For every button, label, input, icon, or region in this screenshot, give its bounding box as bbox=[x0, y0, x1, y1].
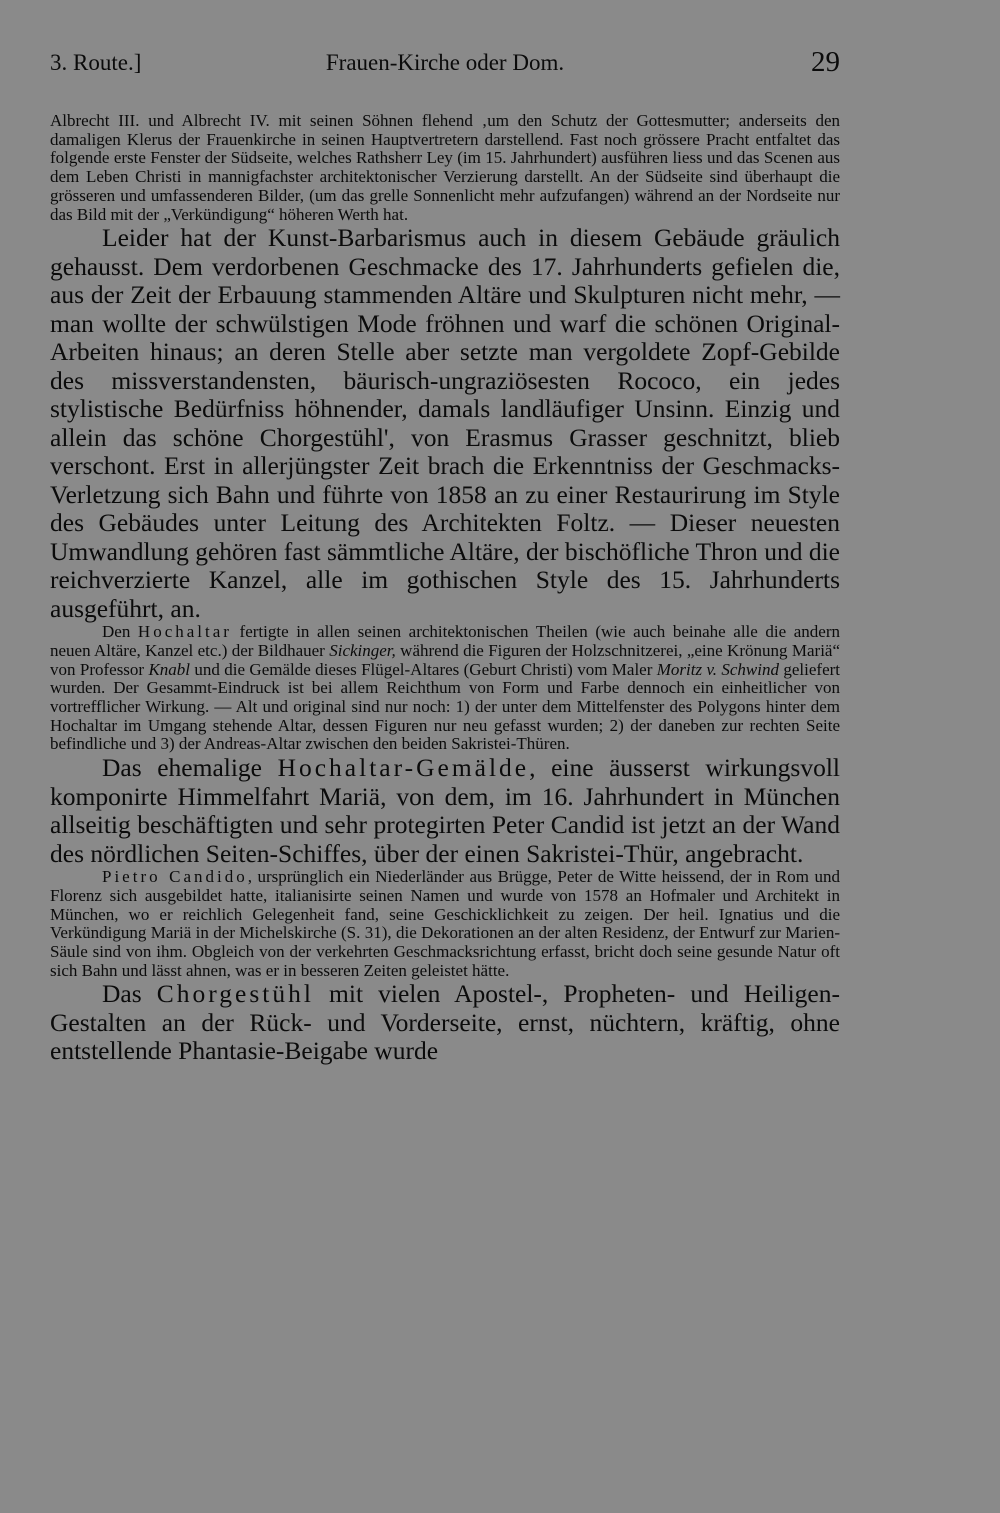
name-schwind: Moritz v. Schwind bbox=[656, 659, 779, 679]
term-hochaltar: Hochaltar bbox=[137, 622, 232, 642]
name-knabl: Knabl bbox=[148, 659, 191, 679]
page-number: 29 bbox=[811, 46, 840, 78]
paragraph-hochaltar: Den Hochaltar fertigte in allen seinen architektonischen Theilen (wie auch beinahe alle die andern neuen Altäre, Kanzel etc.) der Bildhauer Sickinger, während die Figuren der Holzschnitzerei, „eine Krönung Mariä“ von Professor Knabl und die Gemälde dieses Flügel-Altares (Geburt Christi) vom Maler Moritz v. Schwind geliefert wurden. Der Gesammt-Eindruck ist bei allem Reichthum von Form und Farbe dennoch ein einheitlicher von vortrefflicher Wirkung. — Alt und original sind nur noch: 1) der unter dem Mittelfenster des Polygons hinter dem Hochaltar im Umgang stehende Altar, dessen Figuren nur neu gefasst wurden; 2) der daneben zur rechten Seite befindliche und 3) der Andreas-Altar zwischen den beiden Sakristei-Thüren. bbox=[50, 622, 841, 754]
paragraph-windows: Albrecht III. und Albrecht IV. mit seinen Söhnen flehend ‚um den Schutz der Gottesmutter; anderseits den damaligen Klerus der Frauenkirche in seinen Hauptvertretern darstellend. Fast noch grössere Pracht entfaltet das folgende erste Fenster der Südseite, welches Rathsherr Ley (im 15. Jahrhundert) ausführen liess und das Scenen aus dem Leben Christi in mannigfachster architektonischer Verzierung darstellt. An der Südseite sind überhaupt die grösseren und umfassenderen Bilder, (um das grelle Sonnenlicht mehr aufzufangen) während an der Nordseite nur das Bild mit der „Verkündigung“ höheren Werth hat. bbox=[50, 111, 840, 224]
route-label: 3. Route.] bbox=[50, 50, 142, 75]
running-header bbox=[50, 46, 840, 90]
paragraph-chorgestuehl: Das Chorgestühl mit vielen Apostel-, Propheten- und Heiligen-Gestalten an der Rück- und Vorderseite, ernst, nüchtern, kräftig, ohne entstellende Phantasie-Beigabe wurde bbox=[50, 979, 840, 1066]
running-title: Frauen-Kirche oder Dom. bbox=[325, 50, 565, 75]
paragraph-pietro-candido: Pietro Candido, ursprünglich ein Niederländer aus Brügge, Peter de Witte heissend, der in Rom und Florenz sich ausgebildet hatte, italianisirte seinen Namen und wurde von 1578 an Hofmaler und Architekt in München, wo er reichlich Gelegenheit fand, seine Geschicklichkeit zu zeigen. Der heil. Ignatius und die Verkündigung Mariä in der Michelskirche (S. 31), die Dekorationen an der alten Residenz, der Entwurf zur Marien-Säule sind von ihm. Obgleich von der verkehrten Geschmacksrichtung erfasst, bricht doch seine gesunde Natur oft sich Bahn und lässt ahnen, was er in besseren Zeiten geleistet hätte. bbox=[50, 867, 841, 980]
term-pietro-candido: Pietro Candido bbox=[102, 867, 248, 887]
term-hochaltar-gemaelde: Hochaltar-Gemälde bbox=[277, 753, 530, 783]
paragraph-barbarism: Leider hat der Kunst-Barbarismus auch in diesem Gebäude gräulich gehausst. Dem verdorbenen Geschmacke des 17. Jahrhunderts gefielen die, aus der Zeit der Erbauung stammenden Altäre und Skulpturen nicht mehr, — man wollte der schwülstigen Mode fröhnen und warf die schönen Original-Arbeiten hinaus; an deren Stelle aber setzte man vergoldete Zopf-Gebilde des missverstandensten, bäurisch-ungraziösesten Rococo, ein jedes stylistische Bedürfniss höhnender, damals landläufiger Unsinn. Einzig und allein das schöne Chorgestühl', von Erasmus Grasser geschnitzt, blieb verschont. Erst in allerjüngster Zeit brach die Erkenntniss der Geschmacks-Verletzung sich Bahn und führte von 1858 an zu einer Restaurirung im Style des Gebäudes unter Leitung des Architekten Foltz. — Dieser neuesten Umwandlung gehören fast sämmtliche Altäre, der bischöfliche Thron und die reichverzierte Kanzel, alle im gothischen Style des 15. Jahrhunderts ausgeführt, an. bbox=[50, 223, 840, 623]
term-chorgestuehl: Chorgestühl bbox=[156, 979, 314, 1009]
paragraph-hochaltar-gemaelde: Das ehemalige Hochaltar-Gemälde, eine äusserst wirkungsvoll komponirte Himmelfahrt Mariä, von dem, im 16. Jahrhundert in München allseitig beschäftigten und sehr protegirten Peter Candid ist jetzt an der Wand des nördlichen Seiten-Schiffes, über der einen Sakristei-Thür, angebracht. bbox=[50, 753, 841, 868]
page-body bbox=[50, 112, 840, 1066]
name-sickinger: Sickinger, bbox=[329, 640, 396, 660]
